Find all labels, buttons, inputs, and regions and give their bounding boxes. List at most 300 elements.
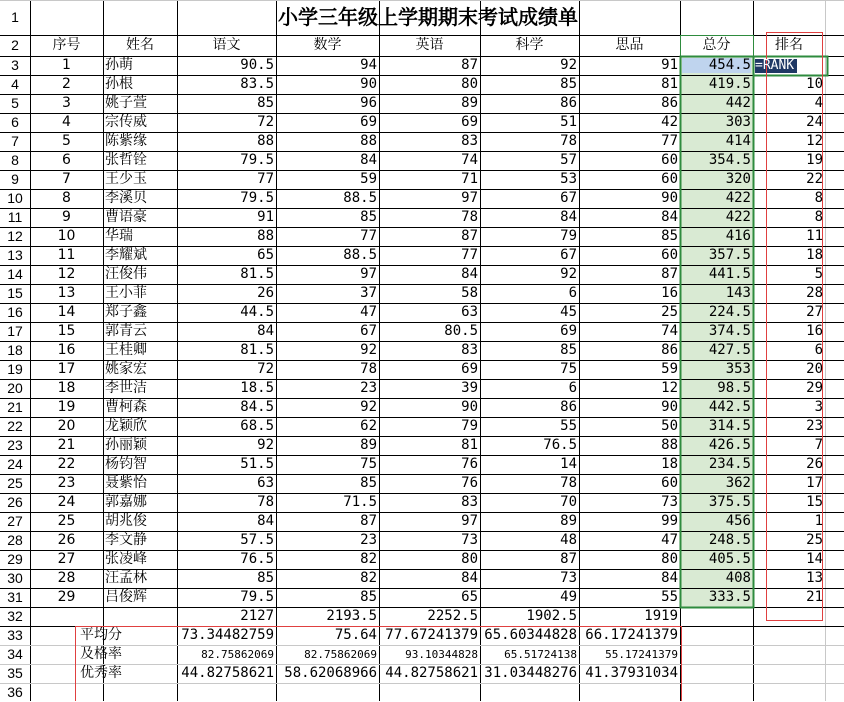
rank-cell[interactable]: 10	[806, 76, 823, 92]
english-score-cell[interactable]: 97	[461, 190, 478, 206]
chinese-score-cell[interactable]: 81.5	[240, 266, 274, 282]
science-score-cell[interactable]: 53	[560, 171, 577, 187]
total-score-cell[interactable]: 456	[725, 513, 751, 529]
moral-score-cell[interactable]: 50	[661, 418, 678, 434]
student-name-cell[interactable]: 李文静	[105, 532, 147, 548]
chinese-score-cell[interactable]: 90.5	[240, 57, 274, 73]
science-score-cell[interactable]: 84	[560, 209, 577, 225]
student-name-cell[interactable]: 王小菲	[105, 285, 147, 301]
total-score-cell[interactable]: 248.5	[708, 532, 751, 548]
science-score-cell[interactable]: 67	[560, 247, 577, 263]
english-score-cell[interactable]: 81	[461, 437, 478, 453]
math-score-cell[interactable]: 62	[360, 418, 377, 434]
student-name-cell[interactable]: 张哲铨	[105, 152, 147, 168]
row-number[interactable]: 8	[11, 152, 19, 168]
moral-score-cell[interactable]: 81	[661, 76, 678, 92]
total-score-cell[interactable]: 454.5	[708, 57, 751, 73]
english-score-cell[interactable]: 84	[461, 570, 478, 586]
stat-value-cell[interactable]: 73.34482759	[181, 627, 274, 643]
english-score-cell[interactable]: 39	[461, 380, 478, 396]
chinese-score-cell[interactable]: 84	[257, 513, 274, 529]
rank-cell[interactable]: 23	[806, 418, 823, 434]
science-score-cell[interactable]: 86	[560, 95, 577, 111]
row-number[interactable]: 23	[7, 437, 23, 453]
student-name-cell[interactable]: 孙萌	[105, 57, 133, 73]
math-score-cell[interactable]: 82	[360, 570, 377, 586]
chinese-score-cell[interactable]: 85	[257, 95, 274, 111]
row-number[interactable]: 7	[11, 133, 19, 149]
row-number[interactable]: 10	[7, 190, 23, 206]
total-score-cell[interactable]: 427.5	[708, 342, 751, 358]
total-score-cell[interactable]: 374.5	[708, 323, 751, 339]
science-score-cell[interactable]: 14	[560, 456, 577, 472]
english-score-cell[interactable]: 69	[461, 361, 478, 377]
moral-score-cell[interactable]: 90	[661, 399, 678, 415]
english-score-cell[interactable]: 73	[461, 532, 478, 548]
moral-score-cell[interactable]: 74	[661, 323, 678, 339]
english-score-cell[interactable]: 84	[461, 266, 478, 282]
math-score-cell[interactable]: 37	[360, 285, 377, 301]
english-score-cell[interactable]: 80.5	[444, 323, 478, 339]
math-score-cell[interactable]: 85	[360, 475, 377, 491]
math-score-cell[interactable]: 71.5	[343, 494, 377, 510]
total-score-cell[interactable]: 426.5	[708, 437, 751, 453]
moral-score-cell[interactable]: 55	[661, 589, 678, 605]
sum-cell[interactable]: 1919	[644, 608, 678, 624]
stat-label[interactable]: 及格率	[80, 646, 122, 662]
moral-score-cell[interactable]: 60	[661, 152, 678, 168]
stat-value-cell[interactable]: 31.03448276	[484, 665, 577, 681]
row-number[interactable]: 21	[7, 399, 23, 415]
sum-cell[interactable]: 2193.5	[326, 608, 377, 624]
header-cell[interactable]: 姓名	[126, 37, 154, 53]
math-score-cell[interactable]: 92	[360, 342, 377, 358]
math-score-cell[interactable]: 75	[360, 456, 377, 472]
row-number[interactable]: 33	[7, 627, 23, 643]
math-score-cell[interactable]: 85	[360, 209, 377, 225]
stat-value-cell[interactable]: 44.82758621	[385, 665, 478, 681]
student-name-cell[interactable]: 华瑞	[105, 228, 133, 244]
student-no-cell[interactable]: 15	[57, 323, 76, 339]
student-no-cell[interactable]: 18	[57, 380, 76, 396]
student-no-cell[interactable]: 13	[57, 285, 76, 301]
student-name-cell[interactable]: 王桂卿	[105, 342, 147, 358]
stat-value-cell[interactable]: 66.17241379	[585, 627, 678, 643]
rank-cell[interactable]: 5	[814, 266, 823, 282]
row-number[interactable]: 36	[7, 684, 23, 700]
english-score-cell[interactable]: 76	[461, 475, 478, 491]
math-score-cell[interactable]: 88	[360, 133, 377, 149]
row-number[interactable]: 4	[11, 76, 19, 92]
math-score-cell[interactable]: 77	[360, 228, 377, 244]
chinese-score-cell[interactable]: 91	[257, 209, 274, 225]
science-score-cell[interactable]: 69	[560, 323, 577, 339]
student-name-cell[interactable]: 郑子鑫	[105, 304, 147, 320]
total-score-cell[interactable]: 442	[725, 95, 751, 111]
row-number[interactable]: 30	[7, 570, 23, 586]
chinese-score-cell[interactable]: 84	[257, 323, 274, 339]
student-name-cell[interactable]: 陈紫缘	[105, 133, 147, 149]
row-number[interactable]: 12	[7, 228, 23, 244]
math-score-cell[interactable]: 78	[360, 361, 377, 377]
science-score-cell[interactable]: 89	[560, 513, 577, 529]
moral-score-cell[interactable]: 60	[661, 171, 678, 187]
student-no-cell[interactable]: 25	[57, 513, 76, 529]
rank-cell[interactable]: 20	[806, 361, 823, 377]
header-cell[interactable]: 数学	[313, 37, 342, 53]
rank-cell[interactable]: 22	[806, 171, 823, 187]
total-score-cell[interactable]: 416	[725, 228, 751, 244]
science-score-cell[interactable]: 55	[560, 418, 577, 434]
row-number[interactable]: 13	[7, 247, 23, 263]
chinese-score-cell[interactable]: 79.5	[240, 589, 274, 605]
chinese-score-cell[interactable]: 72	[257, 114, 274, 130]
row-number[interactable]: 22	[7, 418, 23, 434]
science-score-cell[interactable]: 78	[560, 133, 577, 149]
total-score-cell[interactable]: 408	[725, 570, 751, 586]
english-score-cell[interactable]: 79	[461, 418, 478, 434]
science-score-cell[interactable]: 85	[560, 342, 577, 358]
student-name-cell[interactable]: 郭嘉娜	[105, 494, 147, 510]
total-score-cell[interactable]: 224.5	[708, 304, 751, 320]
rank-formula-cell[interactable]: =RANK	[755, 58, 795, 73]
header-cell[interactable]: 科学	[515, 37, 544, 53]
sum-cell[interactable]: 2252.5	[427, 608, 478, 624]
student-no-cell[interactable]: 16	[57, 342, 76, 358]
moral-score-cell[interactable]: 99	[661, 513, 678, 529]
english-score-cell[interactable]: 83	[461, 342, 478, 358]
science-score-cell[interactable]: 87	[560, 551, 577, 567]
math-score-cell[interactable]: 96	[360, 95, 377, 111]
rank-cell[interactable]: 16	[806, 323, 823, 339]
stat-value-cell[interactable]: 93.10344828	[405, 648, 478, 661]
rank-cell[interactable]: 3	[814, 399, 823, 415]
math-score-cell[interactable]: 97	[360, 266, 377, 282]
student-no-cell[interactable]: 29	[57, 589, 76, 605]
science-score-cell[interactable]: 86	[560, 399, 577, 415]
stat-value-cell[interactable]: 77.67241379	[385, 627, 478, 643]
student-no-cell[interactable]: 9	[62, 209, 71, 225]
moral-score-cell[interactable]: 87	[661, 266, 678, 282]
rank-cell[interactable]: 27	[806, 304, 823, 320]
science-score-cell[interactable]: 85	[560, 76, 577, 92]
row-number[interactable]: 16	[7, 304, 23, 320]
moral-score-cell[interactable]: 91	[661, 57, 678, 73]
rank-cell[interactable]: 25	[806, 532, 823, 548]
total-score-cell[interactable]: 357.5	[708, 247, 751, 263]
student-no-cell[interactable]: 3	[62, 95, 71, 111]
moral-score-cell[interactable]: 77	[661, 133, 678, 149]
row-number[interactable]: 26	[7, 494, 23, 510]
science-score-cell[interactable]: 67	[560, 190, 577, 206]
moral-score-cell[interactable]: 42	[661, 114, 678, 130]
row-number[interactable]: 19	[7, 361, 23, 377]
stat-value-cell[interactable]: 82.75862069	[304, 648, 377, 661]
student-name-cell[interactable]: 聂紫怡	[105, 475, 147, 491]
math-score-cell[interactable]: 69	[360, 114, 377, 130]
chinese-score-cell[interactable]: 18.5	[240, 380, 274, 396]
english-score-cell[interactable]: 58	[461, 285, 478, 301]
total-score-cell[interactable]: 333.5	[708, 589, 751, 605]
chinese-score-cell[interactable]: 68.5	[240, 418, 274, 434]
chinese-score-cell[interactable]: 88	[257, 228, 274, 244]
science-score-cell[interactable]: 79	[560, 228, 577, 244]
math-score-cell[interactable]: 67	[360, 323, 377, 339]
math-score-cell[interactable]: 92	[360, 399, 377, 415]
moral-score-cell[interactable]: 84	[661, 570, 678, 586]
stat-value-cell[interactable]: 82.75862069	[201, 648, 274, 661]
math-score-cell[interactable]: 94	[360, 57, 377, 73]
student-no-cell[interactable]: 10	[57, 228, 76, 244]
moral-score-cell[interactable]: 86	[661, 95, 678, 111]
english-score-cell[interactable]: 74	[461, 152, 478, 168]
stat-value-cell[interactable]: 75.64	[334, 627, 377, 643]
row-number[interactable]: 14	[7, 266, 23, 282]
moral-score-cell[interactable]: 25	[661, 304, 678, 320]
moral-score-cell[interactable]: 80	[661, 551, 678, 567]
science-score-cell[interactable]: 70	[560, 494, 577, 510]
row-number[interactable]: 18	[7, 342, 23, 358]
english-score-cell[interactable]: 90	[461, 399, 478, 415]
student-no-cell[interactable]: 17	[57, 361, 76, 377]
english-score-cell[interactable]: 77	[461, 247, 478, 263]
student-name-cell[interactable]: 李世洁	[105, 380, 147, 396]
row-number[interactable]: 15	[7, 285, 23, 301]
rank-cell[interactable]: 4	[814, 95, 823, 111]
rank-cell[interactable]: 14	[806, 551, 823, 567]
row-number[interactable]: 24	[7, 456, 23, 472]
student-no-cell[interactable]: 4	[62, 114, 71, 130]
sum-cell[interactable]: 1902.5	[526, 608, 577, 624]
math-score-cell[interactable]: 87	[360, 513, 377, 529]
student-no-cell[interactable]: 11	[57, 247, 76, 263]
stat-value-cell[interactable]: 65.51724138	[504, 648, 577, 661]
student-no-cell[interactable]: 27	[57, 551, 76, 567]
math-score-cell[interactable]: 23	[360, 532, 377, 548]
student-no-cell[interactable]: 14	[57, 304, 76, 320]
moral-score-cell[interactable]: 59	[661, 361, 678, 377]
science-score-cell[interactable]: 73	[560, 570, 577, 586]
rank-cell[interactable]: 13	[806, 570, 823, 586]
science-score-cell[interactable]: 78	[560, 475, 577, 491]
rank-cell[interactable]: 24	[806, 114, 823, 130]
student-name-cell[interactable]: 杨钧智	[105, 456, 147, 472]
chinese-score-cell[interactable]: 79.5	[240, 152, 274, 168]
english-score-cell[interactable]: 76	[461, 456, 478, 472]
total-score-cell[interactable]: 405.5	[708, 551, 751, 567]
rank-cell[interactable]: 17	[806, 475, 823, 491]
english-score-cell[interactable]: 63	[461, 304, 478, 320]
row-number[interactable]: 27	[7, 513, 23, 529]
header-cell[interactable]: 思品	[615, 37, 644, 53]
total-score-cell[interactable]: 362	[725, 475, 751, 491]
moral-score-cell[interactable]: 73	[661, 494, 678, 510]
rank-cell[interactable]: 6	[814, 342, 823, 358]
total-score-cell[interactable]: 143	[725, 285, 751, 301]
moral-score-cell[interactable]: 47	[661, 532, 678, 548]
total-score-cell[interactable]: 422	[725, 190, 751, 206]
total-score-cell[interactable]: 98.5	[717, 380, 751, 396]
student-no-cell[interactable]: 28	[57, 570, 76, 586]
science-score-cell[interactable]: 6	[568, 380, 577, 396]
student-no-cell[interactable]: 24	[57, 494, 76, 510]
stat-value-cell[interactable]: 55.17241379	[605, 648, 678, 661]
student-name-cell[interactable]: 姚家宏	[105, 361, 147, 377]
science-score-cell[interactable]: 75	[560, 361, 577, 377]
header-cell[interactable]: 英语	[415, 37, 444, 53]
rank-cell[interactable]: 21	[806, 589, 823, 605]
sheet-title[interactable]: 小学三年级上学期期末考试成绩单	[278, 5, 578, 29]
student-name-cell[interactable]: 王少玉	[105, 171, 147, 187]
chinese-score-cell[interactable]: 88	[257, 133, 274, 149]
total-score-cell[interactable]: 442.5	[708, 399, 751, 415]
student-name-cell[interactable]: 胡兆俊	[105, 513, 147, 529]
english-score-cell[interactable]: 83	[461, 494, 478, 510]
header-cell[interactable]: 语文	[212, 37, 241, 53]
chinese-score-cell[interactable]: 77	[257, 171, 274, 187]
student-no-cell[interactable]: 2	[62, 76, 71, 92]
moral-score-cell[interactable]: 60	[661, 475, 678, 491]
row-number[interactable]: 6	[11, 114, 19, 130]
math-score-cell[interactable]: 59	[360, 171, 377, 187]
chinese-score-cell[interactable]: 92	[257, 437, 274, 453]
student-name-cell[interactable]: 孙根	[105, 76, 133, 92]
english-score-cell[interactable]: 97	[461, 513, 478, 529]
english-score-cell[interactable]: 83	[461, 133, 478, 149]
student-name-cell[interactable]: 吕俊辉	[105, 589, 147, 605]
stat-value-cell[interactable]: 58.62068966	[284, 665, 377, 681]
stat-value-cell[interactable]: 44.82758621	[181, 665, 274, 681]
chinese-score-cell[interactable]: 81.5	[240, 342, 274, 358]
english-score-cell[interactable]: 80	[461, 76, 478, 92]
moral-score-cell[interactable]: 90	[661, 190, 678, 206]
science-score-cell[interactable]: 45	[560, 304, 577, 320]
math-score-cell[interactable]: 89	[360, 437, 377, 453]
student-no-cell[interactable]: 23	[57, 475, 76, 491]
student-no-cell[interactable]: 26	[57, 532, 76, 548]
total-score-cell[interactable]: 303	[725, 114, 751, 130]
total-score-cell[interactable]: 353	[725, 361, 751, 377]
row-number[interactable]: 1	[11, 9, 19, 25]
math-score-cell[interactable]: 23	[360, 380, 377, 396]
total-score-cell[interactable]: 441.5	[708, 266, 751, 282]
stat-label[interactable]: 优秀率	[80, 665, 122, 681]
student-name-cell[interactable]: 张凌峰	[105, 551, 147, 567]
student-name-cell[interactable]: 姚子萱	[105, 95, 147, 111]
student-name-cell[interactable]: 汪孟林	[105, 570, 147, 586]
row-number[interactable]: 2	[11, 37, 19, 53]
student-name-cell[interactable]: 汪俊伟	[105, 266, 147, 282]
chinese-score-cell[interactable]: 26	[257, 285, 274, 301]
student-name-cell[interactable]: 曹柯森	[105, 399, 147, 415]
row-number[interactable]: 9	[11, 171, 19, 187]
row-number[interactable]: 25	[7, 475, 23, 491]
moral-score-cell[interactable]: 18	[661, 456, 678, 472]
total-score-cell[interactable]: 414	[725, 133, 751, 149]
student-no-cell[interactable]: 19	[57, 399, 76, 415]
stat-value-cell[interactable]: 65.60344828	[484, 627, 577, 643]
student-no-cell[interactable]: 7	[62, 171, 71, 187]
header-cell[interactable]: 总分	[702, 37, 731, 53]
english-score-cell[interactable]: 65	[461, 589, 478, 605]
moral-score-cell[interactable]: 84	[661, 209, 678, 225]
row-number[interactable]: 17	[7, 323, 23, 339]
sum-cell[interactable]: 2127	[240, 608, 274, 624]
row-number[interactable]: 20	[7, 380, 23, 396]
student-name-cell[interactable]: 龙颖欣	[105, 418, 147, 434]
math-score-cell[interactable]: 90	[360, 76, 377, 92]
row-number[interactable]: 11	[7, 209, 23, 225]
math-score-cell[interactable]: 85	[360, 589, 377, 605]
student-no-cell[interactable]: 22	[57, 456, 76, 472]
math-score-cell[interactable]: 88.5	[343, 190, 377, 206]
moral-score-cell[interactable]: 86	[661, 342, 678, 358]
chinese-score-cell[interactable]: 65	[257, 247, 274, 263]
total-score-cell[interactable]: 354.5	[708, 152, 751, 168]
rank-cell[interactable]: 29	[806, 380, 823, 396]
total-score-cell[interactable]: 314.5	[708, 418, 751, 434]
science-score-cell[interactable]: 92	[560, 57, 577, 73]
science-score-cell[interactable]: 51	[560, 114, 577, 130]
chinese-score-cell[interactable]: 51.5	[240, 456, 274, 472]
row-number[interactable]: 28	[7, 532, 23, 548]
student-no-cell[interactable]: 20	[57, 418, 76, 434]
row-number[interactable]: 3	[11, 57, 19, 73]
science-score-cell[interactable]: 49	[560, 589, 577, 605]
rank-cell[interactable]: 12	[806, 133, 823, 149]
rank-cell[interactable]: 1	[814, 513, 823, 529]
row-number[interactable]: 29	[7, 551, 23, 567]
english-score-cell[interactable]: 87	[461, 57, 478, 73]
student-name-cell[interactable]: 郭青云	[105, 323, 147, 339]
chinese-score-cell[interactable]: 72	[257, 361, 274, 377]
student-name-cell[interactable]: 李耀斌	[105, 247, 147, 263]
row-number[interactable]: 34	[7, 646, 23, 662]
science-score-cell[interactable]: 57	[560, 152, 577, 168]
english-score-cell[interactable]: 80	[461, 551, 478, 567]
chinese-score-cell[interactable]: 57.5	[240, 532, 274, 548]
student-no-cell[interactable]: 6	[62, 152, 71, 168]
student-name-cell[interactable]: 孙丽颖	[105, 437, 147, 453]
row-number[interactable]: 31	[7, 589, 23, 605]
chinese-score-cell[interactable]: 79.5	[240, 190, 274, 206]
chinese-score-cell[interactable]: 78	[257, 494, 274, 510]
row-number[interactable]: 32	[7, 608, 23, 624]
total-score-cell[interactable]: 419.5	[708, 76, 751, 92]
rank-cell[interactable]: 11	[806, 228, 823, 244]
total-score-cell[interactable]: 422	[725, 209, 751, 225]
total-score-cell[interactable]: 234.5	[708, 456, 751, 472]
math-score-cell[interactable]: 82	[360, 551, 377, 567]
math-score-cell[interactable]: 47	[360, 304, 377, 320]
stat-label[interactable]: 平均分	[80, 627, 122, 643]
math-score-cell[interactable]: 88.5	[343, 247, 377, 263]
science-score-cell[interactable]: 76.5	[543, 437, 577, 453]
chinese-score-cell[interactable]: 44.5	[240, 304, 274, 320]
rank-cell[interactable]: 7	[814, 437, 823, 453]
student-no-cell[interactable]: 12	[57, 266, 76, 282]
header-cell[interactable]: 排名	[775, 37, 803, 53]
chinese-score-cell[interactable]: 63	[257, 475, 274, 491]
stat-value-cell[interactable]: 41.37931034	[585, 665, 678, 681]
moral-score-cell[interactable]: 12	[661, 380, 678, 396]
rank-cell[interactable]: 26	[806, 456, 823, 472]
english-score-cell[interactable]: 69	[461, 114, 478, 130]
moral-score-cell[interactable]: 85	[661, 228, 678, 244]
row-number[interactable]: 5	[11, 95, 19, 111]
student-no-cell[interactable]: 5	[62, 133, 71, 149]
moral-score-cell[interactable]: 60	[661, 247, 678, 263]
